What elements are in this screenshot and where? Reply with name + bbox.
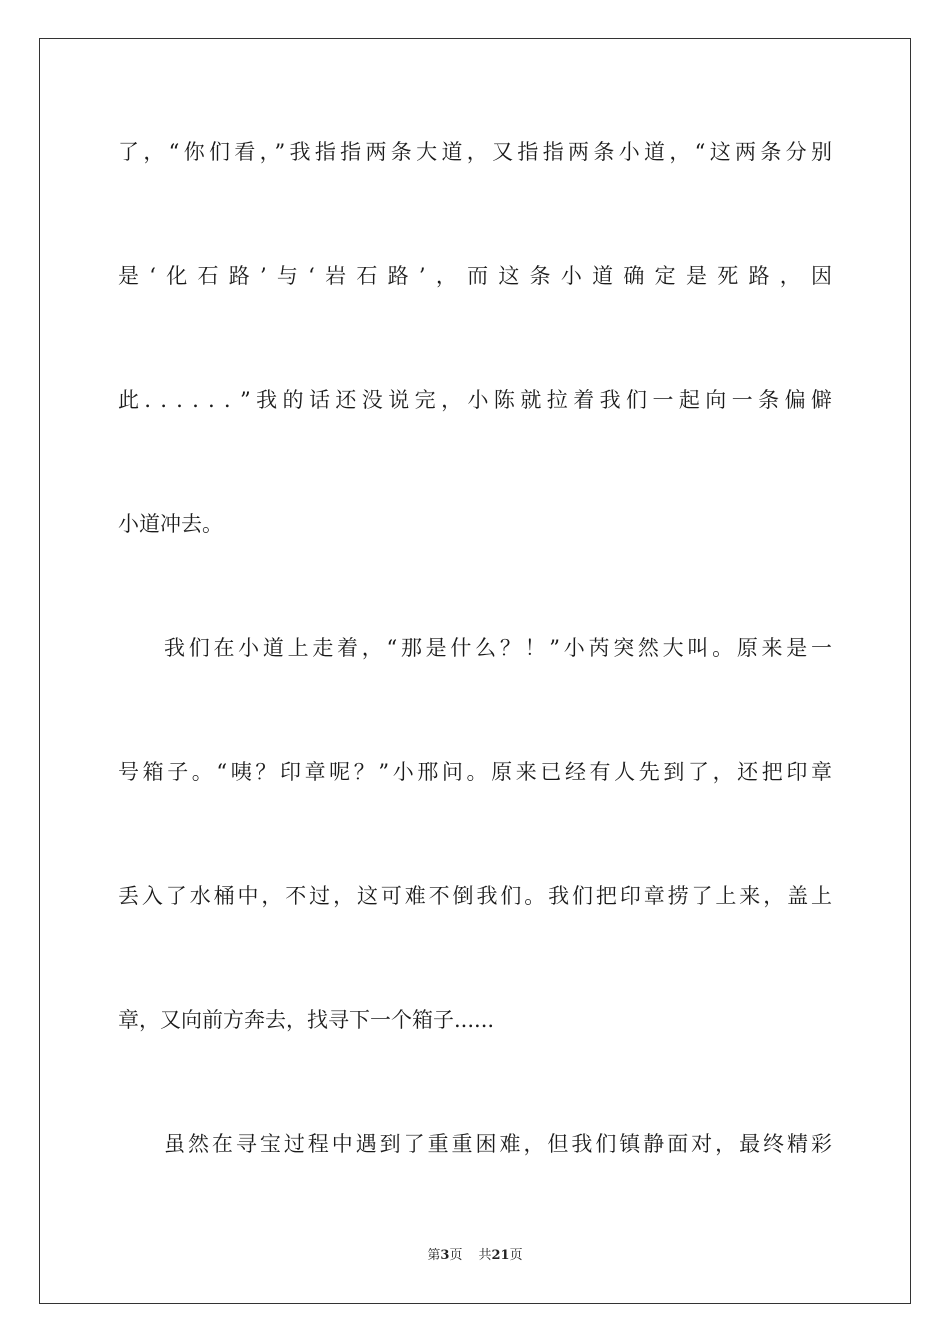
text-line-6: 号箱子。“咦？印章呢？”小邢问。原来已经有人先到了，还把印章 [118, 760, 832, 784]
footer-page-suffix: 页 [449, 1248, 463, 1263]
footer-page-current: 3 [440, 1248, 450, 1263]
footer-total-pages: 21 [491, 1248, 510, 1263]
page-footer [0, 1247, 950, 1265]
text-line-1: 了，“你们看，”我指指两条大道，又指指两条小道，“这两条分别 [118, 140, 832, 164]
text-line-2: 是‘化石路’与‘岩石路’，而这条小道确定是死路，因 [118, 264, 832, 288]
text-line-4: 小道冲去。 [118, 512, 223, 536]
footer-page-prefix: 第 [427, 1248, 441, 1263]
text-line-3: 此．．．．．．”我的话还没说完，小陈就拉着我们一起向一条偏僻 [118, 388, 832, 412]
text-line-7: 丢入了水桶中，不过，这可难不倒我们。我们把印章捞了上来，盖上 [118, 884, 832, 908]
paragraph-start-line-5: 我们在小道上走着，“那是什么？！”小芮突然大叫。原来是一 [164, 636, 832, 660]
paragraph-start-line-9: 虽然在寻宝过程中遇到了重重困难，但我们镇静面对，最终精彩 [164, 1132, 832, 1156]
text-line-8: 章，又向前方奔去，找寻下一个箱子...... [118, 1008, 495, 1032]
footer-total-prefix: 共 [478, 1248, 492, 1263]
footer-total-suffix: 页 [509, 1248, 523, 1263]
page-frame [39, 38, 911, 1304]
